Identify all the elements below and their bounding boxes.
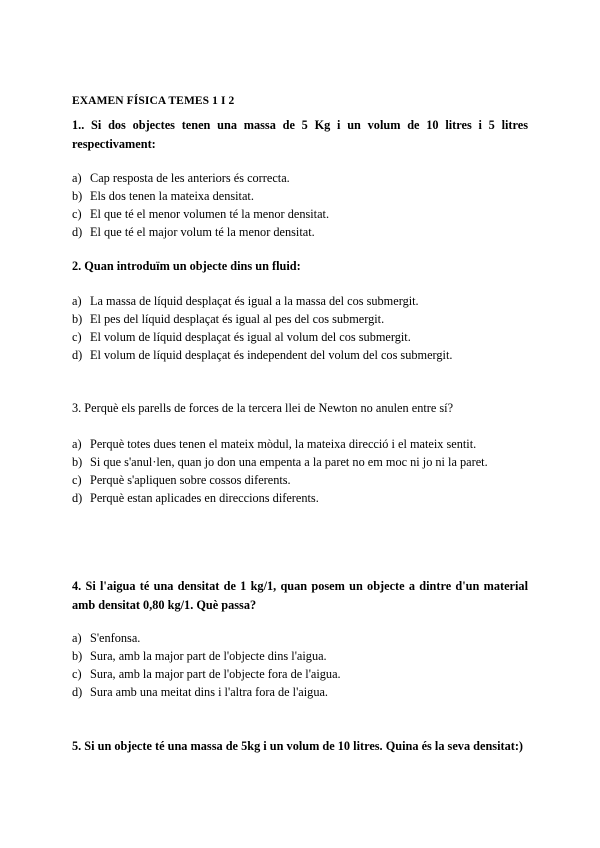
option-1c: c) El que té el menor volumen té la menor densitat. (72, 207, 330, 221)
option-1a: a) Cap resposta de les anteriors és correcta. (72, 171, 290, 185)
question-3-text: 3. Perquè els parells de forces de la tercera llei de Newton no anulen entre sí? (72, 401, 454, 415)
question-1-text: 1.. Si dos objectes tenen una massa de 5 Kg i un volum de 10 litres i 5 litres respectivament: (72, 118, 528, 151)
question-2-options (72, 292, 528, 364)
option-3a: a) Perquè totes dues tenen el mateix mòdul, la mateixa direcció i el mateix sentit. (72, 437, 477, 451)
exam-title: EXAMEN FÍSICA TEMES 1 I 2 (72, 95, 235, 107)
option-2d: d) El volum de líquid desplaçat és independent del volum del cos submergit. (72, 348, 453, 362)
option-1d: d) El que té el major volum té la menor densitat. (72, 225, 315, 239)
option-3c: c) Perquè s'apliquen sobre cossos diferents. (72, 473, 291, 487)
question-3-options (72, 435, 528, 507)
option-2b: b) El pes del líquid desplaçat és igual al pes del cos submergit. (72, 312, 385, 326)
option-3d: d) Perquè estan aplicades en direccions diferents. (72, 491, 319, 505)
question-4-text: 4. Si l'aigua té una densitat de 1 kg/1, quan posem un objecte a dintre d'un material amb densitat 0,80 kg/1. Què passa? (72, 579, 528, 612)
question-4-options (72, 629, 528, 701)
option-2a: a) La massa de líquid desplaçat és igual a la massa del cos submergit. (72, 294, 419, 308)
option-4c: c) Sura, amb la major part de l'objecte fora de l'aigua. (72, 667, 341, 681)
option-2c: c) El volum de líquid desplaçat és igual al volum del cos submergit. (72, 330, 411, 344)
option-4a: a) S'enfonsa. (72, 631, 141, 645)
question-2-text: 2. Quan introduïm un objecte dins un fluid: (72, 259, 301, 273)
option-4b: b) Sura, amb la major part de l'objecte dins l'aigua. (72, 649, 327, 663)
question-5-text: 5. Si un objecte té una massa de 5kg i un volum de 10 litres. Quina és la seva densitat:) (72, 739, 524, 753)
question-1-options (72, 169, 528, 241)
option-1b: b) Els dos tenen la mateixa densitat. (72, 189, 254, 203)
option-3b: b) Si que s'anul·len, quan jo don una empenta a la paret no em moc ni jo ni la paret. (72, 455, 488, 469)
option-4d: d) Sura amb una meitat dins i l'altra fora de l'aigua. (72, 685, 328, 699)
